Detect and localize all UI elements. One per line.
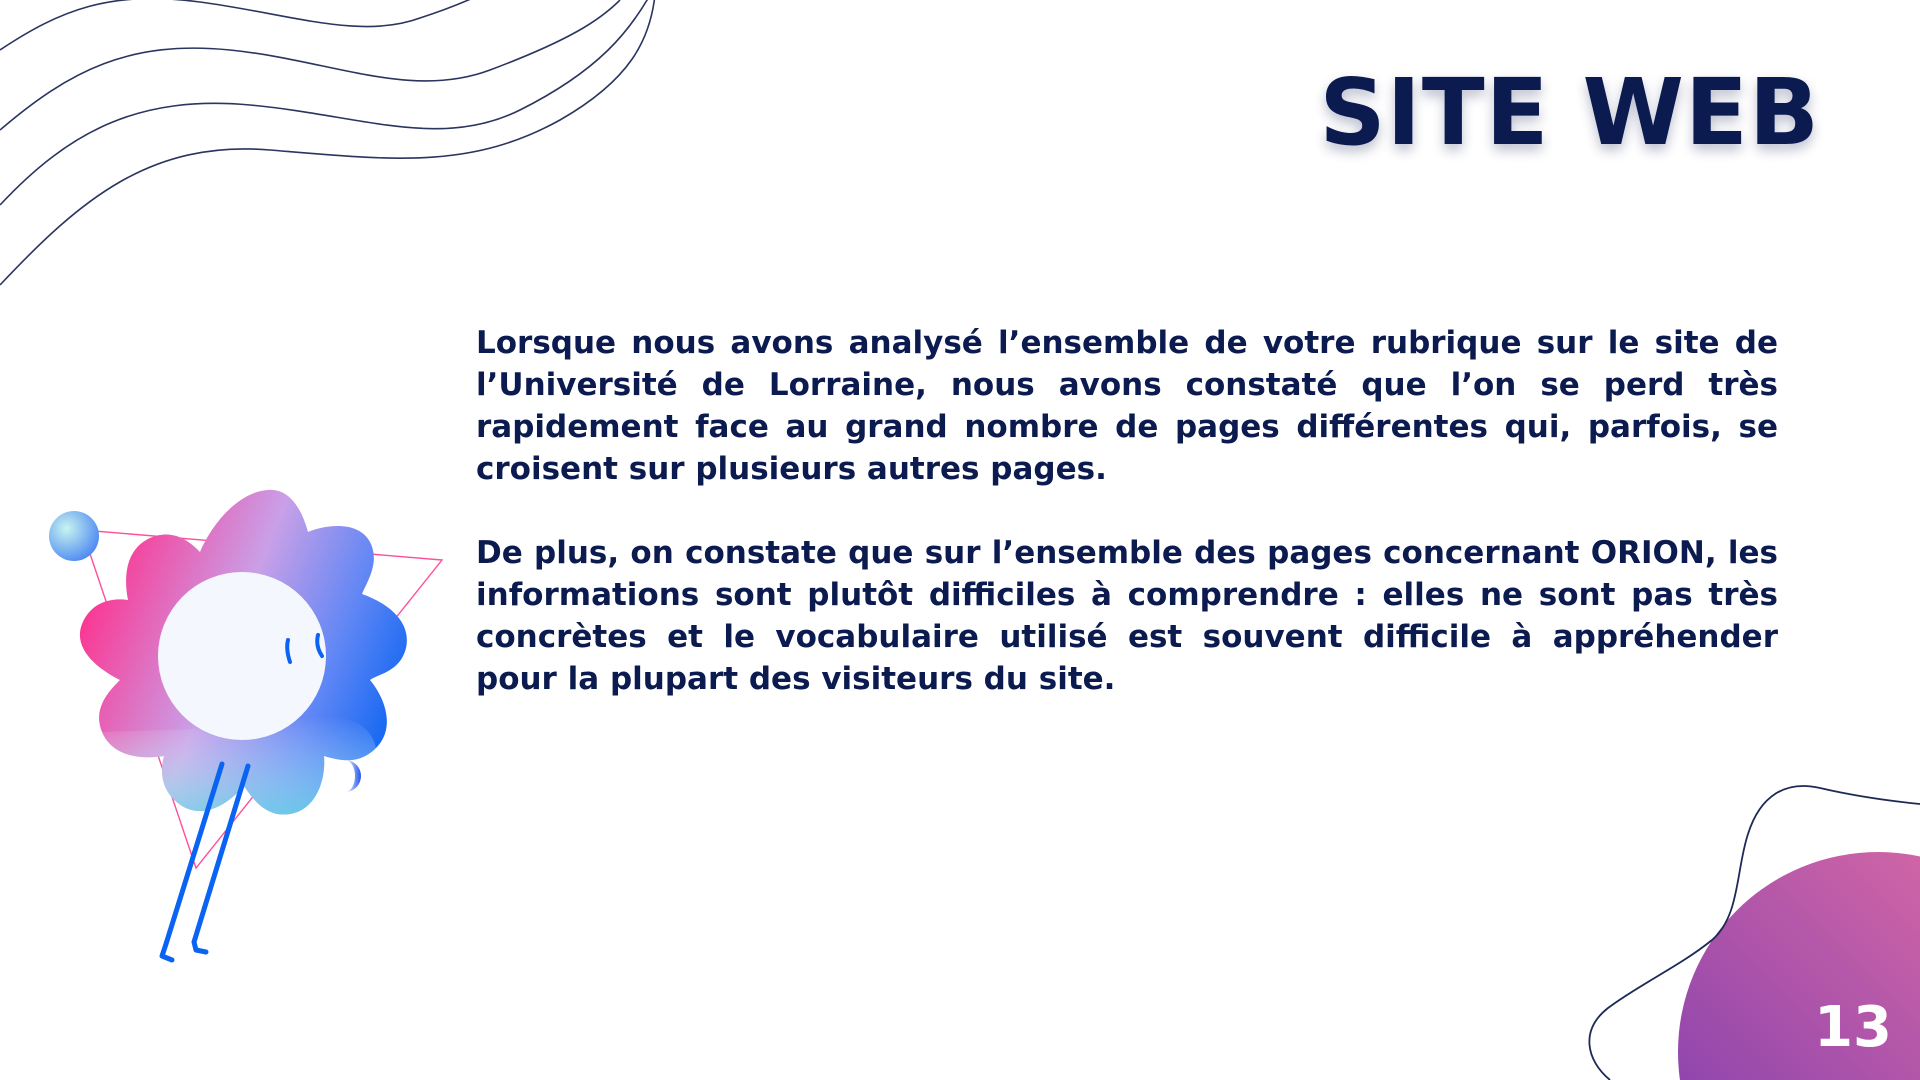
- body-text: [476, 322, 1778, 742]
- gear-mascot-illustration: [40, 480, 460, 980]
- paragraph-1: Lorsque nous avons analysé l’ensemble de votre rubrique sur le site de l’Université de Lorraine, nous avons constaté que l’on se perd très rapidement face au grand nombre de pages différentes qui, parfois, se croisent sur plusieurs autres pages.: [476, 325, 1778, 487]
- gradient-dot-bottom: [345, 760, 361, 792]
- gradient-dot-top: [49, 511, 99, 561]
- page-number: 13: [1814, 995, 1892, 1060]
- paragraph-2: De plus, on constate que sur l’ensemble des pages concernant ORION, les informations sont plutôt difficiles à comprendre : elles ne sont pas très concrètes et le vocabulaire utilisé est souvent difficile à appréhender pour la plupart des visiteurs du site.: [476, 535, 1778, 697]
- slide-title: SITE WEB: [1319, 59, 1820, 166]
- wave-lines-decoration: [0, 0, 680, 300]
- mascot-face: [158, 572, 326, 740]
